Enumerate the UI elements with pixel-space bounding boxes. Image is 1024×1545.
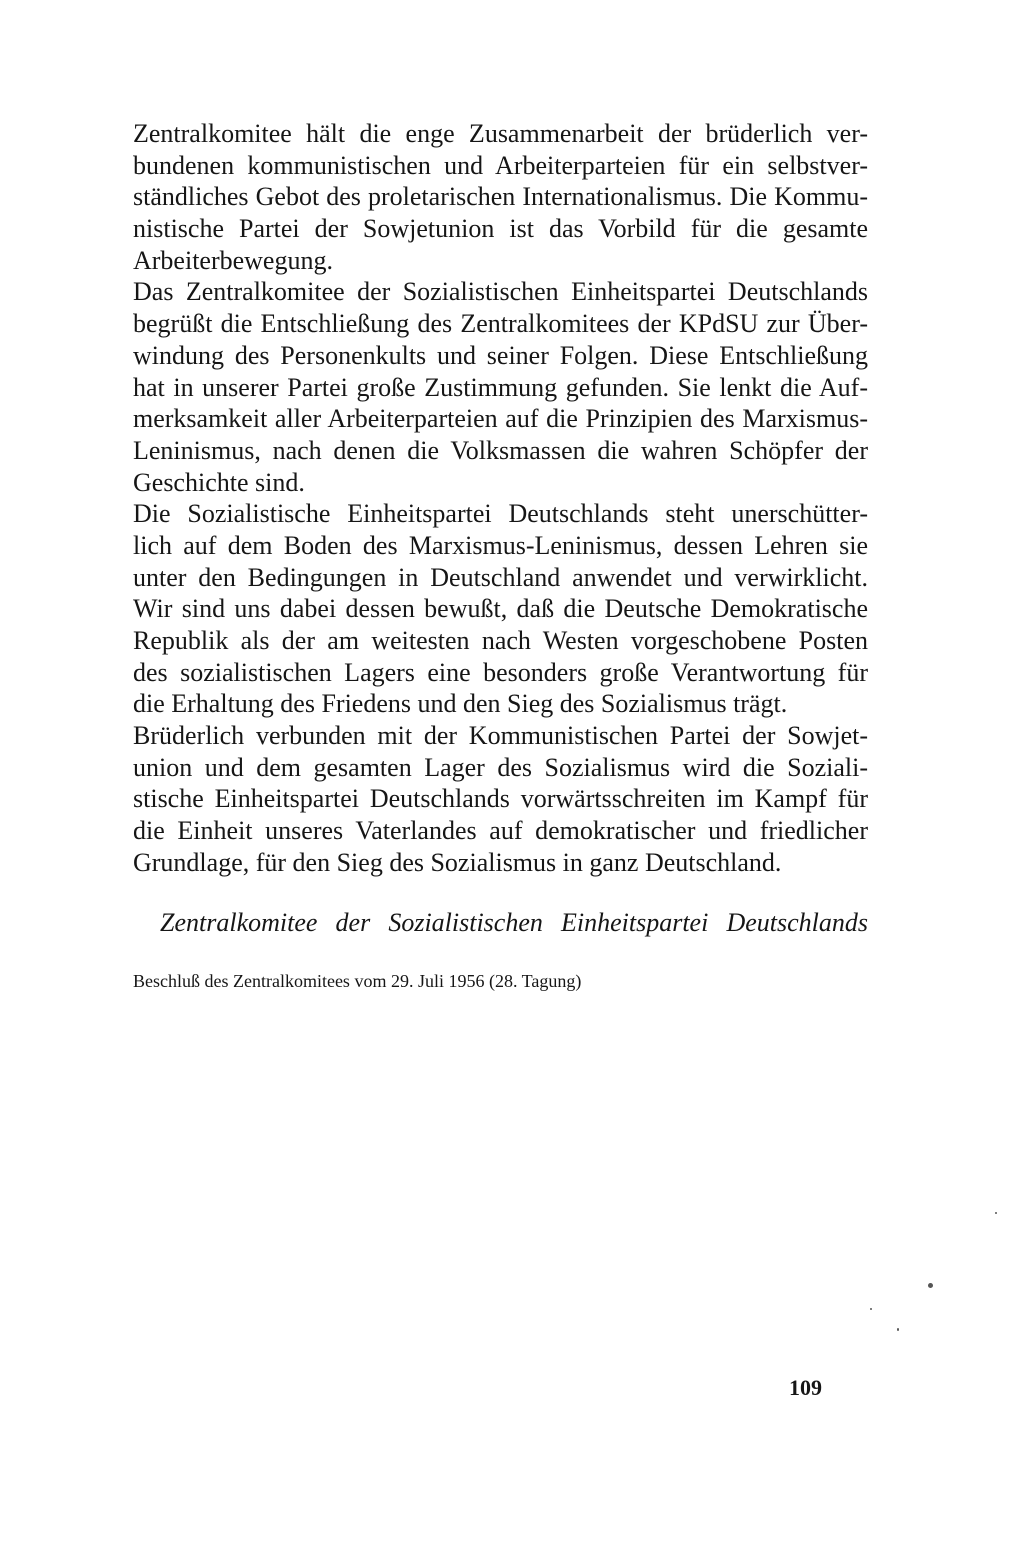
text-line: Republik als der am weitesten nach Westen vorgeschobene Posten xyxy=(133,626,868,655)
text-line: hat in unserer Partei große Zustimmung gefunden. Sie lenkt die Auf- xyxy=(133,372,868,402)
text-line: des sozialistischen Lagers eine besonders große Verantwortung für xyxy=(133,657,868,687)
page-number: 109 xyxy=(789,1375,822,1400)
text-line: ständliches Gebot des proletarischen Internationalismus. Die Kommu- xyxy=(133,182,868,212)
text-line: Grundlage, für den Sieg des Sozialismus in ganz Deutschland. xyxy=(133,847,782,877)
text-line: bundenen kommunistischen und Arbeiterparteien für ein selbstver- xyxy=(133,150,868,180)
text-line: merksamkeit aller Arbeiterparteien auf die Prinzipien des Marxismus- xyxy=(133,404,868,434)
text-line: unter den Bedingungen in Deutschland anwendet und verwirklicht. xyxy=(133,562,868,592)
text-line: Geschichte sind. xyxy=(133,467,305,497)
text-line: Das Zentralkomitee der Sozialistischen Einheitspartei Deutschlands xyxy=(133,277,868,307)
body-text xyxy=(133,118,868,879)
scan-speck xyxy=(897,1328,899,1331)
text-line: Brüderlich verbunden mit der Kommunistischen Partei der Sowjet- xyxy=(133,721,868,751)
text-line: nistische Partei der Sowjetunion ist das Vorbild für die gesamte xyxy=(133,214,868,244)
text-line: windung des Personenkults und seiner Folgen. Diese Entschließung xyxy=(133,340,868,370)
scan-speck xyxy=(928,1283,933,1288)
text-line: lich auf dem Boden des Marxismus-Leninismus, dessen Lehren sie xyxy=(133,530,868,560)
text-line: Leninismus, nach denen die Volksmassen die wahren Schöpfer der xyxy=(133,435,868,465)
text-line: die Einheit unseres Vaterlandes auf demokratischer und friedlicher xyxy=(133,816,868,846)
text-line: Arbeiterbewegung. xyxy=(133,245,333,275)
text-line: die Erhaltung des Friedens und den Sieg des Sozialismus trägt. xyxy=(133,689,788,719)
scan-speck xyxy=(870,1308,872,1310)
text-line: stische Einheitspartei Deutschlands vorwärtsschreiten im Kampf für xyxy=(133,784,868,814)
text-line: Wir sind uns dabei dessen bewußt, daß die Deutsche Demokratische xyxy=(133,594,868,624)
signature-line: Zentralkomitee der Sozialistischen Einheitspartei Deutschlands xyxy=(160,908,868,937)
scan-speck xyxy=(995,1212,997,1214)
text-line: Zentralkomitee hält die enge Zusammenarbeit der brüderlich ver- xyxy=(133,119,868,148)
source-note: Beschluß des Zentralkomitees vom 29. Juli 1956 (28. Tagung) xyxy=(133,971,582,991)
text-line: begrüßt die Entschließung des Zentralkomitees der KPdSU zur Über- xyxy=(133,309,868,339)
text-line: union und dem gesamten Lager des Sozialismus wird die Soziali- xyxy=(133,752,868,782)
text-line: Die Sozialistische Einheitspartei Deutschlands steht unerschütter- xyxy=(133,499,868,529)
